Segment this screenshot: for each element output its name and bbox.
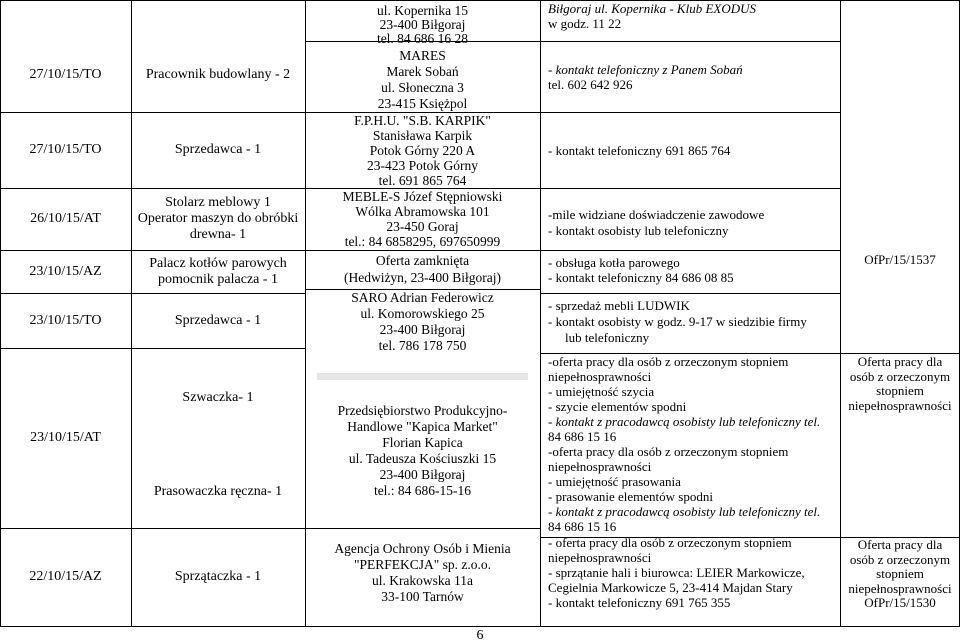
column-divider [540,0,541,627]
employer-cell [305,250,540,289]
shaded-separator [317,373,528,380]
page-number: 6 [476,628,484,643]
employer-line: 23-450 Goraj [386,219,459,234]
note-line: osób z orzeczonym [849,551,951,567]
employer-line: Potok Górny 220 A [369,143,476,158]
employer-line: SARO Adrian Federowicz [351,290,494,305]
employer-line: Przedsiębiorstwo Produkcyjno- [337,403,508,418]
condition-line: niepełnosprawności [548,550,652,565]
condition-line: Biłgoraj ul. Kopernika - Klub EXODUS [548,1,756,16]
employer-line: 23-400 Biłgoraj [379,467,466,482]
employer-line: MARES [399,48,446,63]
condition-line: -mile widziane doświadczenie zawodowe [548,207,765,222]
position-name: Sprzedawca - 1 [174,142,262,157]
position-name: Pracownik budowlany - 2 [145,67,291,82]
offer-number: 22/10/15/AZ [29,569,102,584]
condition-line: - kontakt z pracodawcą osobisty lub telefoniczny tel. [548,414,821,429]
note-line: niepełnosprawności [848,580,952,596]
note-cell [840,355,960,413]
employer-line: Agencja Ochrony Osób i Mienia [334,541,511,556]
employer-line: 23-423 Potok Górny [367,158,478,173]
condition-line: - sprzątanie hali i biurowca: LEIER Markowicze, [548,565,805,580]
offer-number: 27/10/15/TO [29,67,102,82]
condition-line: - szycie elementów spodni [548,399,687,414]
condition-line: - kontakt z pracodawcą osobisty lub telefoniczny tel. [548,504,821,519]
position-name: Palacz kotłów parowych pomocnik palacza - 1 [149,255,287,287]
position-name: Sprzątaczka - 1 [174,569,262,584]
employer-cell [305,188,540,250]
condition-line: - kontakt telefoniczny 84 686 08 85 [548,270,734,285]
note-line: Oferta pracy dla [857,354,943,369]
condition-line: tel. 602 642 926 [548,77,633,92]
condition-line: - kontakt osobisty w godz. 9-17 w siedzibie firmy [548,314,807,329]
offer-number: 27/10/15/TO [29,142,102,157]
position-name: Szwaczka- 1 [182,390,254,405]
employer-cell [305,289,540,528]
condition-line: w godz. 11 22 [548,16,622,31]
condition-line: niepełnosprawności [548,369,652,384]
employer-line: Stanisława Karpik [372,128,473,143]
position-name: Prasowaczka ręczna- 1 [153,484,283,499]
employer-cell [305,41,540,112]
row-divider [540,112,840,113]
employer-line: 23-400 Biłgoraj [379,17,466,32]
condition-line: - prasowanie elementów spodni [548,489,713,504]
employer-line: Florian Kapica [382,435,463,450]
employer-line: tel. 786 178 750 [378,338,467,353]
note-cell [840,538,960,611]
offer-number: 26/10/15/AT [30,211,101,226]
note-line: Oferta pracy dla [857,537,943,552]
employer-line: Marek Sobań [386,64,459,79]
row-divider [540,41,840,42]
condition-line: lub telefoniczny [565,330,650,345]
row-divider [540,188,840,189]
condition-line: - kontakt telefoniczny 691 865 764 [548,143,731,158]
offer-number: 23/10/15/AZ [29,263,102,279]
condition-line: - obsługa kotła parowego [548,255,680,270]
offer-reference: OfPr/15/1530 [864,595,936,610]
employer-line: Wólka Abramowska 101 [355,204,490,219]
condition-line: 84 686 15 16 [548,519,617,534]
condition-line: - kontakt telefoniczny z Panem Sobań [548,62,743,77]
condition-line: - umiejętność prasowania [548,474,681,489]
employer-line: tel.: 84 6858295, 697650999 [344,234,501,249]
employer-line: tel.: 84 686-15-16 [373,483,472,498]
employer-line: "PERFEKCJA" sp. z.o.o. [353,557,492,572]
row-divider [540,250,840,251]
employer-line: Handlowe "Kapica Market" [347,419,498,434]
employer-line: ul. Kopernika 15 [376,3,469,18]
position-name: Stolarz meblowy 1 Operator maszyn do obróbki drewna- 1 [137,195,299,242]
employer-cell [305,112,540,188]
column-divider [840,0,841,627]
row-divider [540,293,840,294]
condition-line: - kontakt osobisty lub telefoniczny [548,223,729,238]
condition-line: -oferta pracy dla osób z orzeczonym stopniem [548,444,789,459]
condition-line: 84 686 15 16 [548,429,617,444]
employer-line: F.P.H.U. "S.B. KARPIK" [354,113,491,128]
employer-line: 33-100 Tarnów [381,589,464,604]
note-line: stopniem [876,383,924,398]
condition-line: - sprzedaż mebli LUDWIK [548,298,690,313]
note-line: osób z orzeczonym [849,368,951,384]
condition-line: Cegielnia Markowicze 5, 23-414 Majdan Stary [548,580,793,595]
employer-line: MEBLE-S Józef Stępniowski [342,189,503,204]
note-line: stopniem [876,566,924,581]
offer-reference: OfPr/15/1537 [864,252,936,267]
offer-closed-label: Oferta zamknięta [375,253,470,268]
note-line: niepełnosprawności [848,397,952,413]
condition-line: - kontakt telefoniczny 691 765 355 [548,595,731,610]
employer-line: tel. 84 686 16 28 [376,31,469,46]
position-name: Sprzedawca - 1 [174,312,262,328]
offer-number: 23/10/15/AT [30,430,101,445]
employer-line: ul. Tadeusza Kościuszki 15 [348,451,497,466]
employer-line: tel. 691 865 764 [378,173,467,188]
employer-cell [305,0,540,46]
condition-line: - oferta pracy dla osób z orzeczonym stopniem [548,535,792,550]
employer-line: 23-400 Biłgoraj [379,322,466,337]
employer-line: ul. Krakowska 11a [371,573,474,588]
condition-line: -oferta pracy dla osób z orzeczonym stopniem [548,354,789,369]
employer-line: 23-415 Księżpol [377,96,468,111]
table-bottom [0,626,960,627]
condition-line: - umiejętność szycia [548,384,655,399]
employer-line: (Hedwiżyn, 23-400 Biłgoraj) [343,270,502,285]
employer-line: ul. Komorowskiego 25 [360,306,485,321]
row-divider [840,0,960,1]
condition-line: niepełnosprawności [548,459,652,474]
employer-cell [305,528,540,626]
offer-number: 23/10/15/TO [29,312,102,328]
employer-line: ul. Słoneczna 3 [381,80,464,95]
